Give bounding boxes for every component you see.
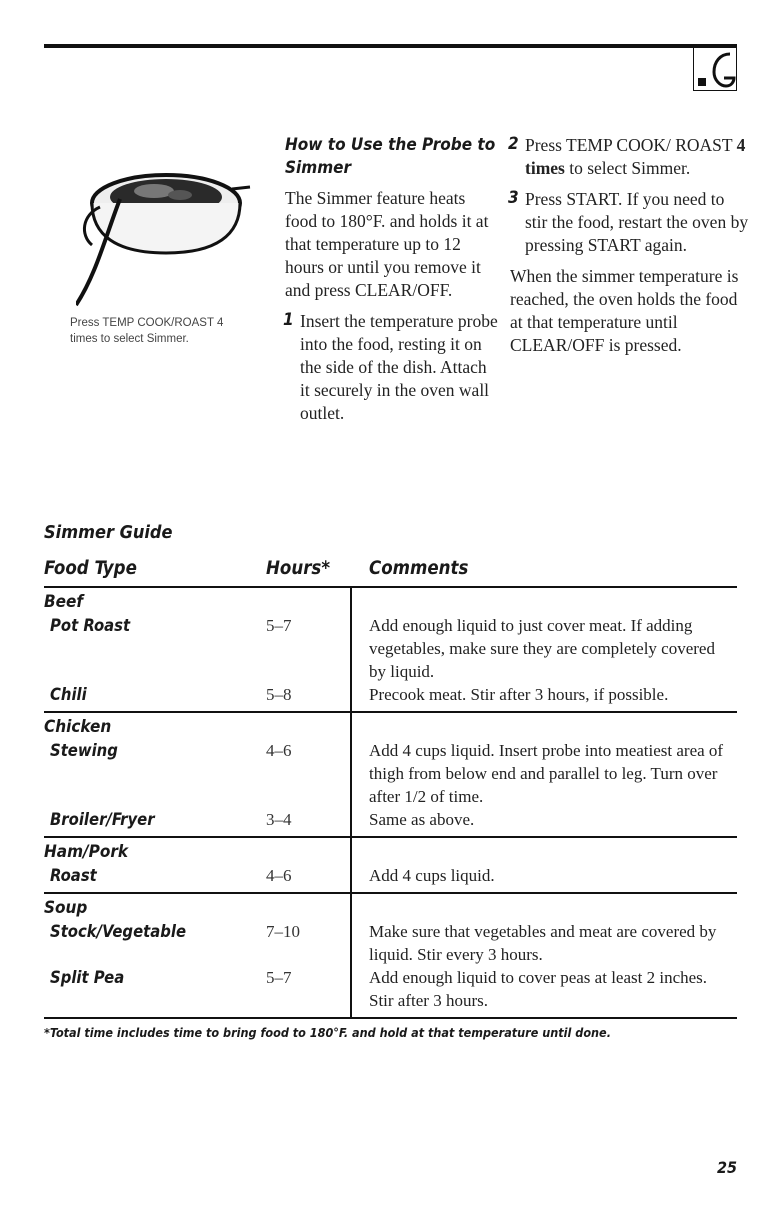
step-text-pre: Press TEMP COOK/ ROAST bbox=[525, 135, 737, 155]
category-label: Ham/Pork bbox=[44, 842, 129, 862]
food-name: Pot Roast bbox=[50, 616, 131, 635]
table-row bbox=[44, 614, 737, 683]
comment-text: Add enough liquid to cover peas at least 2 inches. Stir after 3 hours. bbox=[369, 968, 708, 1010]
comment-text: Make sure that vegetables and meat are covered by liquid. Stir every 3 hours. bbox=[369, 922, 717, 964]
guide-title: Simmer Guide bbox=[44, 522, 173, 543]
intro-paragraph: The Simmer feature heats food to 180°F. and holds it at that temperature up to 12 hours or until you remove it and press CLEAR/OFF. bbox=[285, 188, 489, 300]
table-row bbox=[44, 739, 737, 808]
category-label: Chicken bbox=[44, 717, 112, 737]
section-tab-icon bbox=[693, 48, 737, 91]
header-food-type: Food Type bbox=[44, 558, 137, 579]
slow-cooker-photo bbox=[76, 135, 256, 315]
step-3 bbox=[510, 188, 750, 257]
comment-text: Add 4 cups liquid. bbox=[369, 866, 495, 885]
step-number: 1 bbox=[283, 310, 294, 330]
simmer-guide-table bbox=[44, 556, 737, 1019]
table-row bbox=[44, 920, 737, 966]
table-row bbox=[44, 683, 737, 706]
category-label: Beef bbox=[44, 592, 84, 612]
header-comments: Comments bbox=[369, 558, 469, 579]
page-number: 25 bbox=[717, 1158, 738, 1177]
group-soup bbox=[44, 894, 737, 1019]
hours-value: 3–4 bbox=[266, 810, 292, 829]
comment-text: Same as above. bbox=[369, 810, 475, 829]
food-name: Stock/Vegetable bbox=[50, 922, 187, 941]
header-hours: Hours* bbox=[266, 558, 331, 579]
group-ham-pork bbox=[44, 838, 737, 894]
instructions-column-1 bbox=[285, 134, 500, 433]
photo-caption-line1: Press TEMP COOK/ROAST 4 bbox=[70, 317, 224, 329]
hours-value: 5–7 bbox=[266, 616, 292, 635]
subhead-line2: Simmer bbox=[285, 158, 352, 178]
comment-text: Add enough liquid to just cover meat. If adding vegetables, make sure they are completely covered by liquid. bbox=[369, 616, 715, 681]
food-name: Stewing bbox=[50, 741, 118, 760]
food-name: Chili bbox=[50, 685, 87, 704]
group-beef bbox=[44, 588, 737, 713]
food-name: Broiler/Fryer bbox=[50, 810, 155, 829]
photo-caption-line2: times to select Simmer. bbox=[70, 333, 189, 345]
hours-value: 4–6 bbox=[266, 741, 292, 760]
food-name: Roast bbox=[50, 866, 97, 885]
comment-text: Add 4 cups liquid. Insert probe into meatiest area of thigh from below end and parallel to leg. Turn over after 1/2 of time. bbox=[369, 741, 724, 806]
step-text bbox=[525, 134, 750, 180]
top-rule bbox=[44, 44, 737, 48]
step-2 bbox=[510, 134, 750, 180]
hours-value: 5–7 bbox=[266, 968, 292, 987]
hours-value: 5–8 bbox=[266, 685, 292, 704]
table-row bbox=[44, 808, 737, 831]
step-text: Insert the temperature probe into the food, resting it on the side of the dish. Attach it securely in the oven wall outlet. bbox=[300, 311, 498, 423]
table-header bbox=[44, 556, 737, 588]
category-label: Soup bbox=[44, 898, 88, 918]
step-1 bbox=[285, 310, 500, 425]
food-name: Split Pea bbox=[50, 968, 125, 987]
subhead-line1: How to Use the Probe to bbox=[285, 135, 496, 155]
section-subhead bbox=[285, 134, 500, 180]
step-text-post: to select Simmer. bbox=[564, 158, 691, 178]
comment-text: Precook meat. Stir after 3 hours, if possible. bbox=[369, 685, 669, 704]
step-number: 2 bbox=[508, 134, 519, 154]
closing-paragraph: When the simmer temperature is reached, the oven holds the food at that temperature until CLEAR/OFF is pressed. bbox=[510, 266, 739, 355]
step-text-bold: 4 times bbox=[525, 135, 746, 178]
hours-value: 4–6 bbox=[266, 866, 292, 885]
table-row bbox=[44, 864, 737, 887]
table-row bbox=[44, 966, 737, 1012]
group-chicken bbox=[44, 713, 737, 838]
step-text: Press START. If you need to stir the food, restart the oven by pressing START again. bbox=[525, 189, 749, 255]
step-number: 3 bbox=[508, 188, 519, 208]
table-footnote: *Total time includes time to bring food to 180°F. and hold at that temperature until done. bbox=[44, 1025, 611, 1040]
hours-value: 7–10 bbox=[266, 922, 300, 941]
instructions-column-2 bbox=[510, 134, 750, 357]
photo-caption bbox=[70, 315, 270, 347]
